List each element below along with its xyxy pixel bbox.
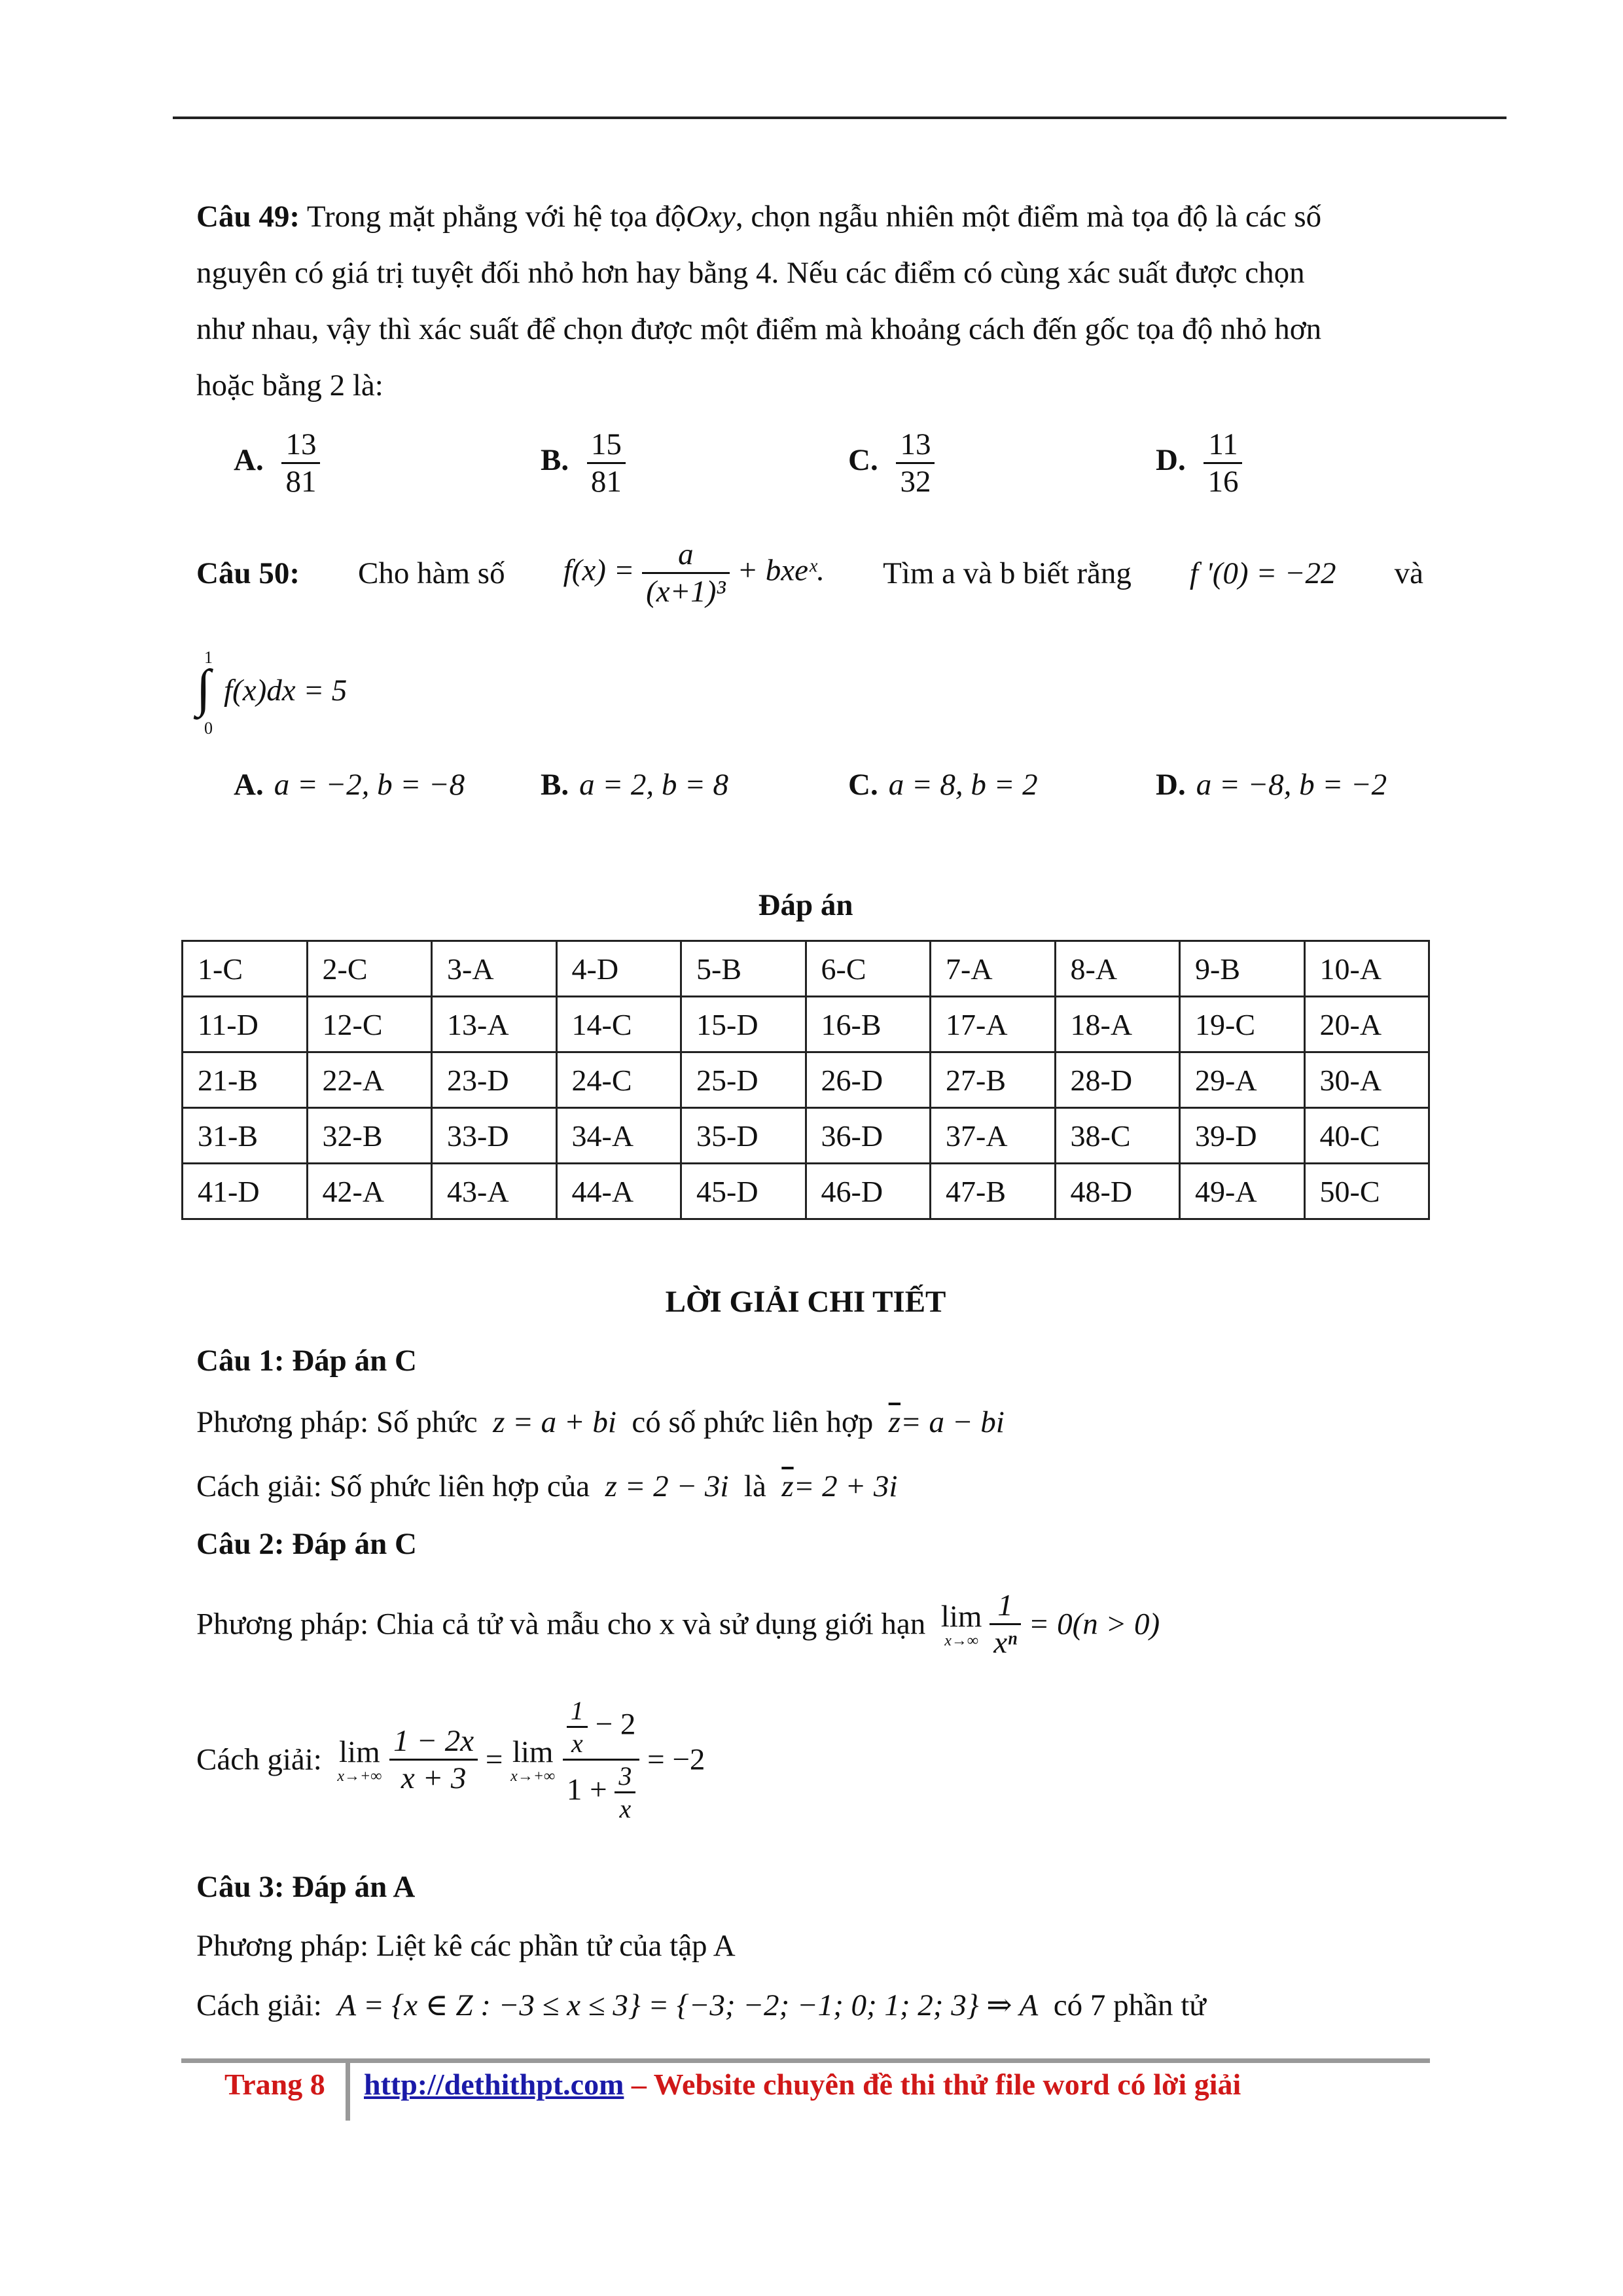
answer-cell: 33-D <box>432 1108 557 1164</box>
q50-integral: 1 ∫ 0 f(x)dx = 5 <box>196 648 348 738</box>
answer-cell: 31-B <box>183 1108 308 1164</box>
q50-option-c[interactable]: C. a = 8, b = 2 <box>848 768 1038 802</box>
answer-cell: 17-A <box>931 997 1056 1052</box>
answer-cell: 5-B <box>681 941 806 997</box>
answer-cell: 36-D <box>806 1108 931 1164</box>
answer-cell: 7-A <box>931 941 1056 997</box>
solution-2-heading: Câu 2: Đáp án C <box>196 1527 417 1561</box>
answer-cell: 19-C <box>1180 997 1305 1052</box>
question-49-line1: Trong mặt phẳng với hệ tọa độ <box>306 200 687 234</box>
answer-cell: 8-A <box>1055 941 1180 997</box>
solutions-title: LỜI GIẢI CHI TIẾT <box>665 1285 946 1319</box>
answer-cell: 6-C <box>806 941 931 997</box>
answer-cell: 13-A <box>432 997 557 1052</box>
q49-option-c[interactable]: C. $\frac{13}{32}$ <box>848 427 935 499</box>
solution-2-answer: Cách giải: lim x→+∞ $\frac{1 - 2x}{x + 3}$ = lim x→+∞ $\frac{1}{x}$ − 2 1 + $\frac{3}{x}$ = −2 <box>196 1696 705 1823</box>
answer-cell: 3-A <box>432 941 557 997</box>
solution-1-heading: Câu 1: Đáp án C <box>196 1344 417 1378</box>
answer-cell: 10-A <box>1304 941 1429 997</box>
answer-cell: 20-A <box>1304 997 1429 1052</box>
header-rule <box>173 117 1507 119</box>
answer-cell: 27-B <box>931 1052 1056 1108</box>
answer-row <box>183 997 1429 1052</box>
question-50-and: và <box>1394 556 1423 590</box>
solution-2-method: Phương pháp: Chia cả tử và mẫu cho x và sử dụng giới hạn lim x→∞ $\frac{1}{\text{xⁿ}}$ = 0(n > 0) <box>196 1588 1160 1660</box>
answer-cell: 32-B <box>307 1108 432 1164</box>
answer-row <box>183 1108 1429 1164</box>
answer-row <box>183 1164 1429 1219</box>
solution-3-answer: Cách giải: A = {x ∈ Z : −3 ≤ x ≤ 3} = {−3; −2; −1; 0; 1; 2; 3} ⇒ A có 7 phần tử <box>196 1988 1206 2022</box>
solution-1-method: Phương pháp: Số phức z = a + bi có số phức liên hợp $\overline{z}= a$ − bi <box>196 1405 1005 1439</box>
answer-cell: 16-B <box>806 997 931 1052</box>
answer-cell: 34-A <box>556 1108 681 1164</box>
footer-url-link[interactable]: http://dethithpt.com <box>364 2068 624 2101</box>
answer-cell: 1-C <box>183 941 308 997</box>
question-49 <box>196 188 1423 414</box>
q49-option-a[interactable]: A. $\frac{13}{81}$ <box>234 427 320 499</box>
answer-cell: 30-A <box>1304 1052 1429 1108</box>
footer-page-label: Trang 8 <box>224 2068 325 2101</box>
answer-key-title: Đáp án <box>758 888 853 922</box>
answer-cell: 21-B <box>183 1052 308 1108</box>
answer-cell: 24-C <box>556 1052 681 1108</box>
answer-cell: 11-D <box>183 997 308 1052</box>
q49-option-b[interactable]: B. $\frac{15}{81}$ <box>541 427 626 499</box>
answer-cell: 18-A <box>1055 997 1180 1052</box>
answer-cell: 9-B <box>1180 941 1305 997</box>
answer-cell: 45-D <box>681 1164 806 1219</box>
q50-option-a[interactable]: A. a = −2, b = −8 <box>234 768 465 802</box>
q50-option-d[interactable]: D. a = −8, b = −2 <box>1156 768 1387 802</box>
answer-cell: 14-C <box>556 997 681 1052</box>
answer-cell: 29-A <box>1180 1052 1305 1108</box>
q50-function: f(x) = $\frac{a}{\text{(x+1)³}}$ + bxeˣ. <box>563 537 825 609</box>
footer-rule <box>181 2058 1430 2063</box>
solution-1-answer: Cách giải: Số phức liên hợp của z = 2 − 3i là $\overline{z}= 2 + 3i$ <box>196 1469 898 1503</box>
solution-3-method: Phương pháp: Liệt kê các phần tử của tập A <box>196 1929 736 1963</box>
answer-cell: 35-D <box>681 1108 806 1164</box>
question-50-label: Câu 50: <box>196 556 300 590</box>
answer-cell: 38-C <box>1055 1108 1180 1164</box>
question-49-label: Câu 49: <box>196 200 300 234</box>
footer-links <box>364 2067 1241 2102</box>
answer-cell: 22-A <box>307 1052 432 1108</box>
solution-3-heading: Câu 3: Đáp án A <box>196 1870 416 1904</box>
answer-cell: 48-D <box>1055 1164 1180 1219</box>
answer-cell: 28-D <box>1055 1052 1180 1108</box>
footer-tagline: – Website chuyên đề thi thử file word có lời giải <box>631 2068 1241 2101</box>
answer-cell: 49-A <box>1180 1164 1305 1219</box>
answer-row <box>183 941 1429 997</box>
answer-cell: 40-C <box>1304 1108 1429 1164</box>
answer-cell: 44-A <box>556 1164 681 1219</box>
question-49-line2: nguyên có giá trị tuyệt đối nhỏ hơn hay bằng 4. Nếu các điểm có cùng xác suất được chọn <box>196 256 1305 290</box>
answer-cell: 37-A <box>931 1108 1056 1164</box>
q50-option-b[interactable]: B. a = 2, b = 8 <box>541 768 729 802</box>
question-49-line1b: , chọn ngẫu nhiên một điểm mà tọa độ là các số <box>735 200 1322 234</box>
answer-key-table <box>181 940 1430 1220</box>
answer-cell: 41-D <box>183 1164 308 1219</box>
question-50-line1 <box>196 537 1423 609</box>
answer-cell: 4-D <box>556 941 681 997</box>
question-50-intro: Cho hàm số <box>358 556 505 590</box>
answer-cell: 42-A <box>307 1164 432 1219</box>
answer-cell: 23-D <box>432 1052 557 1108</box>
question-49-line3: như nhau, vậy thì xác suất để chọn được một điểm mà khoảng cách đến gốc tọa độ nhỏ hơn <box>196 312 1322 346</box>
q49-option-d[interactable]: D. $\frac{11}{16}$ <box>1156 427 1242 499</box>
footer-divider <box>346 2063 350 2121</box>
answer-cell: 50-C <box>1304 1164 1429 1219</box>
answer-cell: 2-C <box>307 941 432 997</box>
answer-cell: 47-B <box>931 1164 1056 1219</box>
answer-cell: 39-D <box>1180 1108 1305 1164</box>
question-49-line4: hoặc bằng 2 là: <box>196 368 383 403</box>
question-49-oxy: Oxy <box>686 200 736 234</box>
answer-row <box>183 1052 1429 1108</box>
answer-cell: 15-D <box>681 997 806 1052</box>
answer-cell: 25-D <box>681 1052 806 1108</box>
answer-cell: 26-D <box>806 1052 931 1108</box>
answer-cell: 46-D <box>806 1164 931 1219</box>
question-50-mid: Tìm a và b biết rằng <box>883 556 1132 590</box>
answer-cell: 43-A <box>432 1164 557 1219</box>
q50-condition: f '(0) = −22 <box>1189 556 1336 590</box>
answer-cell: 12-C <box>307 997 432 1052</box>
